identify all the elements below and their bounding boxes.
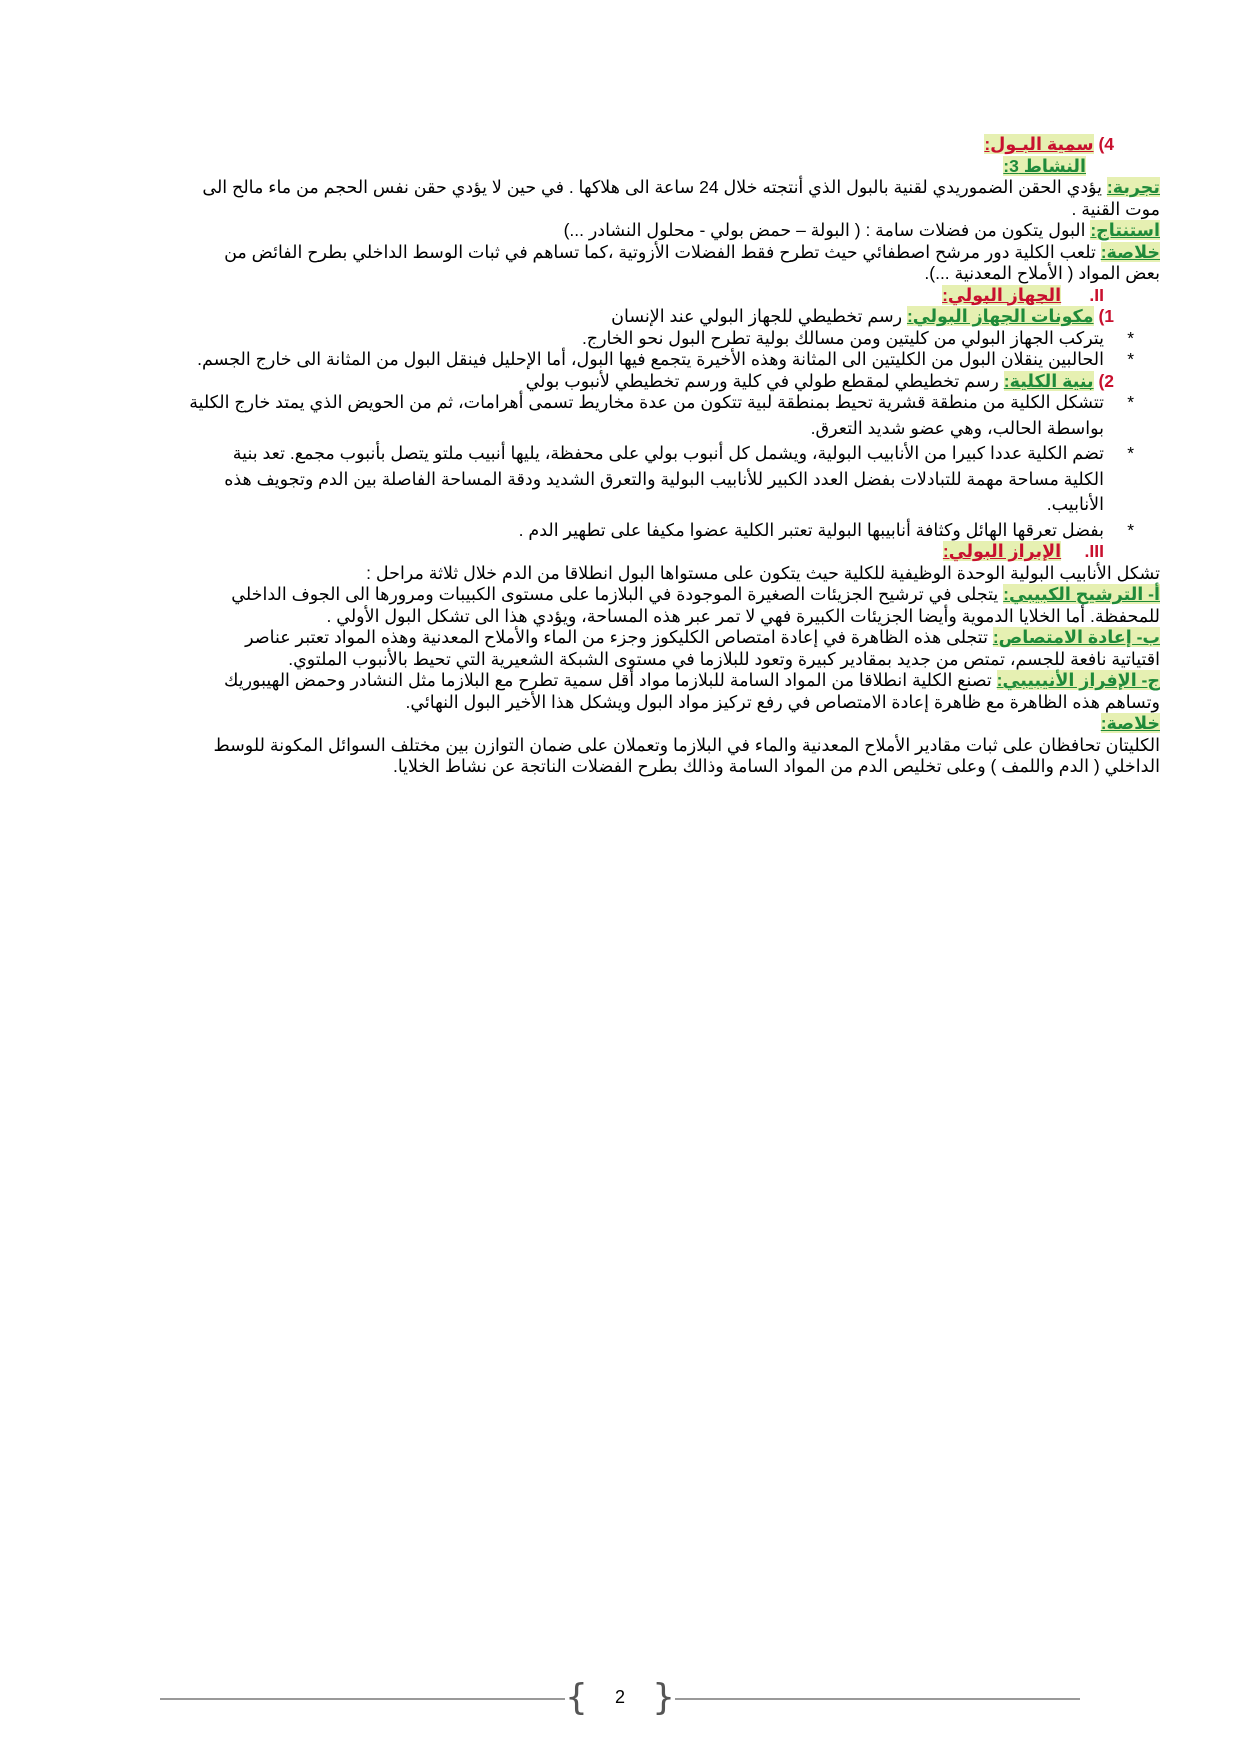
step-b-text: تتجلى هذه الظاهرة في إعادة امتصاص الكليكوز وجزء من الماء والأملاح المعدنية وهذه المواد تعتبر عناصر <box>245 627 993 647</box>
subsection-number: 2) <box>1098 370 1114 391</box>
bullet-text: الكلية مساحة مهمة للتبادلات بفضل العدد الكبير للأنابيب البولية والتعرق الشديد ودقة المساحة الفاصلة بين الدم وتجويف هذه <box>224 468 1104 489</box>
experiment-line-2: موت القنية . <box>1071 198 1160 219</box>
list-item <box>80 328 1160 350</box>
asterisk-icon: * <box>1127 349 1134 369</box>
section-III-intro: تشكل الأنابيب البولية الوحدة الوظيفية للكلية حيث يتكون على مستواها البول انطلاقا من الدم خلال ثلاثة مراحل : <box>366 562 1160 583</box>
components-heading <box>80 306 1160 328</box>
asterisk-icon: * <box>1127 519 1134 540</box>
bullet-text: يتركب الجهاز البولي من كليتين ومن مسالك بولية تطرح البول نحو الخارج. <box>581 327 1104 348</box>
conclusion-text: البول يتكون من فضلات سامة : ( البولة – حمض بولي - محلول النشادر ...) <box>563 220 1091 240</box>
activity-title: النشاط 3: <box>1003 155 1086 176</box>
step-b-label: ب- إعادة الامتصاص: <box>992 627 1160 647</box>
experiment-text: يؤدي الحقن الضموريدي لقنية بالبول الذي أنتجته خلال 24 ساعة الى هلاكها . في حين لا يؤدي حقن نفس الحجم من ماء مالح الى <box>202 177 1107 197</box>
page-number: 2 <box>614 1687 625 1707</box>
section-number: II. <box>1089 284 1104 305</box>
summary-paragraph <box>80 242 1160 264</box>
right-brace-icon: } <box>652 1677 675 1718</box>
section-number: 4) <box>1098 134 1114 154</box>
final-summary-line-1: الكليتان تحافظان على ثبات مقادير الأملاح المعدنية والماء في البلازما وتعملان على ضمان التوازن بين مختلف السوائل المكونة للوسط <box>213 734 1160 755</box>
summary-label: خلاصة: <box>1100 241 1160 262</box>
bullet-text: الحالبين ينقلان البول من الكليتين الى المثانة وهذه الأخيرة يتجمع فيها البول، أما الإحليل فينقل البول من المثانة الى خارج الجسم. <box>197 349 1104 369</box>
section-III-heading <box>80 541 1160 563</box>
subsection-number: 1) <box>1098 306 1114 326</box>
section-4-heading <box>80 134 1160 156</box>
step-c-label: ج- الإفراز الأنيبيبي: <box>996 670 1160 690</box>
left-brace-icon: { <box>565 1677 588 1718</box>
conclusion-paragraph <box>80 220 1160 242</box>
step-c-line-2: وتساهم هذه الظاهرة مع ظاهرة إعادة الامتصاص في رفع تركيز مواد البول ويشكل هذا الأخير البول النهائي. <box>405 691 1160 712</box>
kidney-label: بنية الكلية: <box>1003 370 1094 391</box>
components-text: رسم تخطيطي للجهاز البولي عند الإنسان <box>611 306 907 326</box>
kidney-structure-heading <box>80 371 1160 393</box>
components-label: مكونات الجهاز البولي: <box>906 306 1094 326</box>
section-II-heading <box>80 285 1160 307</box>
list-item <box>80 349 1160 371</box>
bullet-text: بفضل تعرقها الهائل وكثافة أنابيبها البولية تعتبر الكلية عضوا مكيفا على تطهير الدم . <box>518 519 1104 540</box>
section-title: سمية البـول: <box>984 134 1094 154</box>
experiment-paragraph <box>80 177 1160 199</box>
final-summary-line-2: الداخلي ( الدم واللمف ) وعلى تخليص الدم من المواد السامة وذالك بطرح الفضلات الناتجة عن نشاط الخلايا. <box>392 756 1160 776</box>
asterisk-icon: * <box>1127 327 1134 348</box>
section-title: الجهاز البولي: <box>942 284 1062 305</box>
list-item <box>80 392 1160 439</box>
kidney-text: رسم تخطيطي لمقطع طولي في كلية ورسم تخطيطي لأنبوب بولي <box>525 370 1004 391</box>
final-summary-heading <box>80 713 1160 735</box>
asterisk-icon: * <box>1127 443 1134 463</box>
step-a-text: يتجلى في ترشيح الجزيئات الصغيرة الموجودة في البلازما على مستوى الكبيبات ومرورها الى الجوف الداخلي <box>231 584 1004 604</box>
experiment-label: تجربة: <box>1106 177 1160 197</box>
footer-rule-right <box>675 1698 1080 1700</box>
page-footer <box>160 1678 1080 1718</box>
step-a-label: أ- الترشيح الكبيبي: <box>1003 584 1160 604</box>
list-item <box>80 520 1160 542</box>
step-c-paragraph <box>80 670 1160 692</box>
section-title: الإبراز البولي: <box>942 541 1062 561</box>
step-a-paragraph <box>80 584 1160 606</box>
final-summary-label: خلاصة: <box>1100 713 1160 733</box>
activity-heading <box>80 156 1160 178</box>
bullet-text: الأنابيب. <box>1046 494 1104 514</box>
step-b-line-2: اقتياتية نافعة للجسم، تمتص من جديد بمقادير كبيرة وتعود للبلازما في مستوى الشبكة الشعيرية التي تحيط بالأنبوب الملتوي. <box>288 648 1160 669</box>
asterisk-icon: * <box>1127 392 1134 412</box>
step-c-text: تصنع الكلية انطلاقا من المواد السامة للبلازما مواد أقل سمية تطرح مع البلازما مثل النشادر وحمض الهيبوريك <box>223 670 997 690</box>
summary-text: تلعب الكلية دور مرشح اصطفائي حيث تطرح فقط الفضلات الأزوتية ،كما تساهم في ثبات الوسط الداخلي بطرح الفائض من <box>224 241 1101 262</box>
summary-line-2: بعض المواد ( الأملاح المعدنية ...). <box>924 263 1160 283</box>
section-number: III. <box>1084 541 1104 561</box>
step-a-line-2: للمحفظة. أما الخلايا الدموية وأيضا الجزيئات الكبيرة فهي لا تمر عبر هذه المساحة، ويؤدي هذا الى تشكل البول الأولي . <box>326 605 1160 626</box>
conclusion-label: استنتاج: <box>1090 220 1160 240</box>
bullet-text: تضم الكلية عددا كبيرا من الأنابيب البولية، ويشمل كل أنبوب بولي على محفظة، يليها أنبيب ملتو يتصل بأنبوب مجمع. تعد بنية <box>232 443 1104 463</box>
bullet-text: تتشكل الكلية من منطقة قشرية تحيط بمنطقة لبية تتكون من عدة مخاريط تسمى أهرامات، ثم من الحويض الذي يمتد خارج الكلية <box>189 392 1104 412</box>
list-item <box>80 443 1160 516</box>
document-body <box>80 134 1160 778</box>
bullet-text: بواسطة الحالب، وهي عضو شديد التعرق. <box>810 417 1104 438</box>
step-b-paragraph <box>80 627 1160 649</box>
